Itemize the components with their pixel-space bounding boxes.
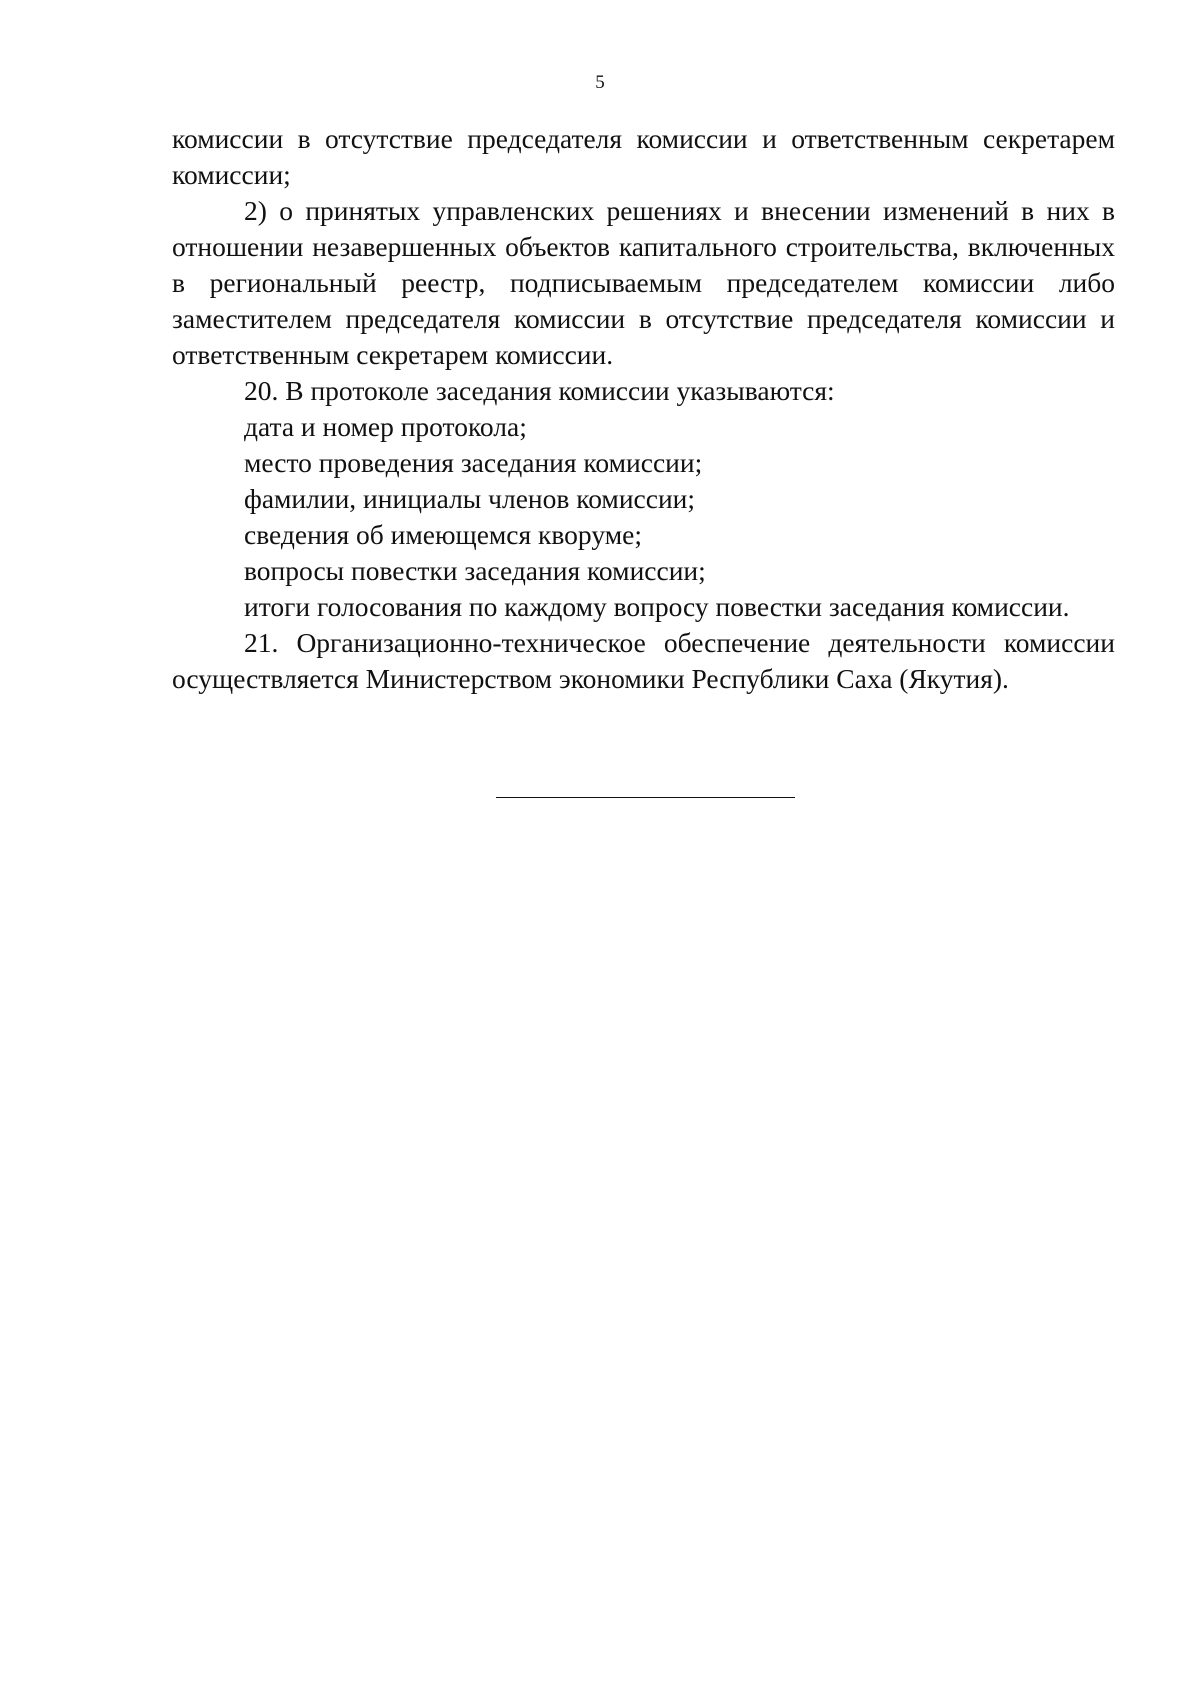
- list-item-voting-results: итоги голосования по каждому вопросу повестки заседания комиссии.: [244, 591, 1070, 622]
- list-item-member-names: фамилии, инициалы членов комиссии;: [244, 483, 696, 514]
- list-item-agenda: вопросы повестки заседания комиссии;: [244, 555, 706, 586]
- list-item-quorum: сведения об имеющемся кворуме;: [244, 519, 642, 550]
- paragraph-continuation: комиссии в отсутствие председателя комиссии и ответственным секретарем комиссии;: [172, 123, 1115, 190]
- page-number: 5: [595, 72, 605, 93]
- list-item-meeting-place: место проведения заседания комиссии;: [244, 447, 703, 478]
- closing-divider: [496, 797, 795, 798]
- document-body: [172, 121, 1115, 697]
- paragraph-clause-21: 21. Организационно-техническое обеспечение деятельности комиссии осуществляется Министерством экономики Республики Саха (Якутия).: [172, 627, 1115, 694]
- paragraph-item-2: 2) о принятых управленских решениях и внесении изменений в них в отношении незавершенных объектов капитального строительства, включенных в региональный реестр, подписываемым председателем комиссии либо заместителем председателя комиссии в отсутствие председателя комиссии и ответственным секретарем комиссии.: [172, 195, 1115, 370]
- paragraph-clause-20: 20. В протоколе заседания комиссии указываются:: [244, 375, 835, 406]
- list-item-protocol-date: дата и номер протокола;: [244, 411, 527, 442]
